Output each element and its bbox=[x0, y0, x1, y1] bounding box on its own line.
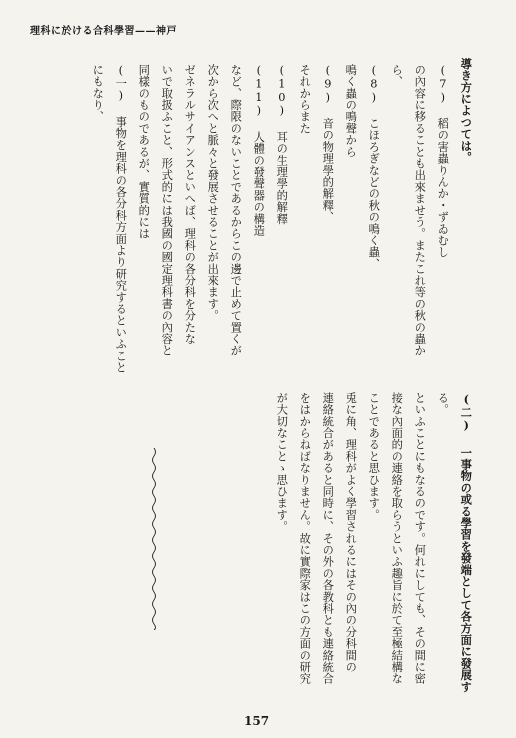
text-column: など、際限のないことであるからこの邊で止めて置くが bbox=[229, 64, 243, 357]
running-header: 理科に於ける合科學習——神戸 bbox=[30, 26, 177, 37]
text-column: 接な內面的の連絡を取らうといふ趣旨に於て至極結構な bbox=[390, 392, 404, 685]
text-column: ら、 bbox=[390, 64, 404, 88]
wavy-separator bbox=[150, 448, 158, 630]
text-column: をはからねばなりません。故に實際家はこの方面の研究 bbox=[298, 392, 312, 685]
text-column: (9) 音の物理學的解釋、 bbox=[321, 64, 335, 223]
text-column: (7) 稻の害蟲りんか・ずゐむし bbox=[436, 64, 450, 258]
text-column: の內容に移ることも出來ませう。またこれ等の秋の蟲か bbox=[413, 64, 427, 357]
text-column: 鳴く蟲の鳴聲から bbox=[344, 64, 358, 158]
text-column: それからまた bbox=[298, 64, 312, 135]
text-column: (8) こほろぎなどの秋の鳴く蟲、 bbox=[367, 64, 381, 270]
text-column: 導き方によつては。 bbox=[459, 58, 474, 164]
text-column: (11) 人體の發聲器の構造 bbox=[252, 64, 266, 237]
text-column: 同樣のものであるが、實質的には bbox=[137, 64, 151, 240]
text-column: ゼネラルサイアンスといへば、理科の各分科を分たな bbox=[183, 64, 197, 345]
text-column: といふことにもなるのです。何れにしても、その間に密 bbox=[413, 392, 427, 685]
text-column: 連絡統合があると同時に、その外の各教科とも連絡統合 bbox=[321, 392, 335, 685]
text-column: (10) 耳の生理學的解釋 bbox=[275, 64, 289, 225]
text-column: (二) 一事物の或る學習を發端として各方面に發展す bbox=[459, 392, 474, 693]
text-column: ことであると思ひます。 bbox=[367, 392, 381, 521]
text-column: が大切なことゝ思ひます。 bbox=[275, 392, 289, 533]
text-column: いで取扱ふこと、形式的には我國の國定理科書の內容と bbox=[160, 64, 174, 357]
text-column: 兎に角、理科がよく學習されるにはその內の分科間の bbox=[344, 392, 358, 673]
text-column: (一) 事物を理科の各分科方面より研究するといふこと bbox=[114, 64, 128, 374]
text-column: 次から次へと脈々と發展させることが出來ます。 bbox=[206, 64, 220, 322]
text-column: る。 bbox=[436, 392, 450, 416]
text-column: にもなり、 bbox=[91, 64, 105, 123]
page-number: 157 bbox=[244, 714, 270, 728]
